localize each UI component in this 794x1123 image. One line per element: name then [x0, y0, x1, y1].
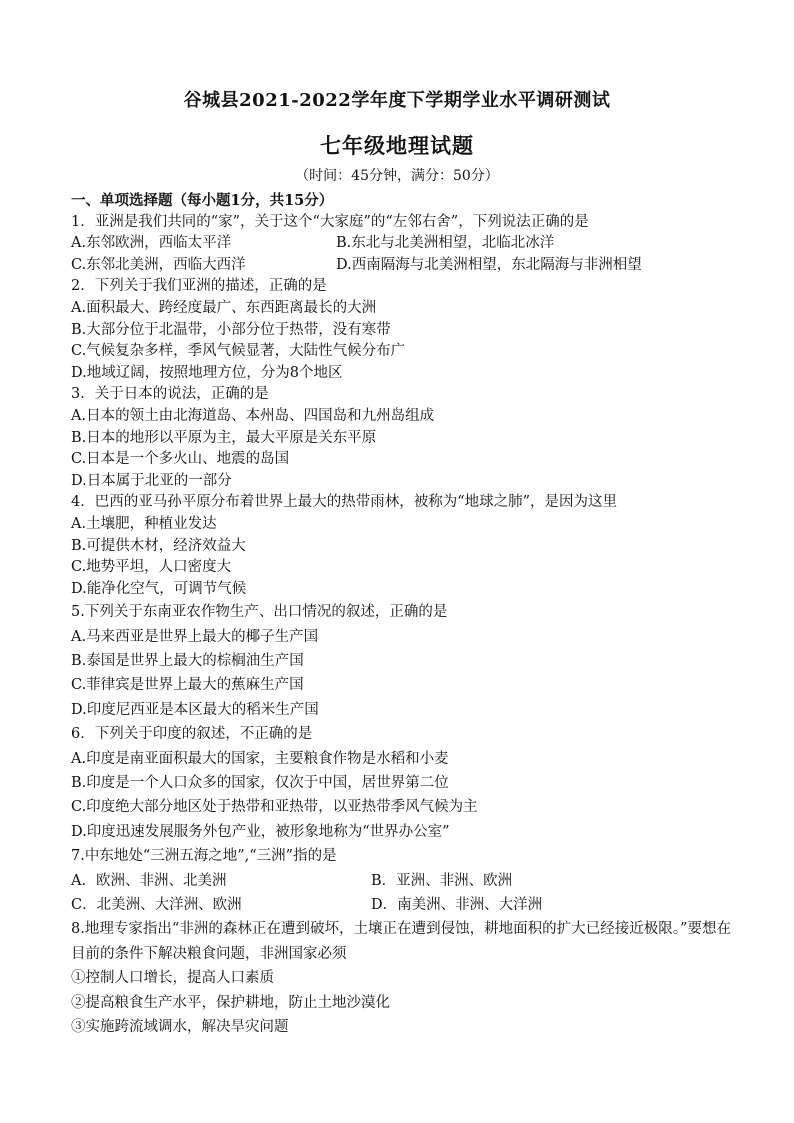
question-6-option-c: C.印度绝大部分地区处于热带和亚热带，以亚热带季风气候为主: [71, 799, 478, 816]
question-4-option-a: A.土壤肥，种植业发达: [71, 515, 217, 532]
question-3-option-b: B.日本的地形以平原为主，最大平原是关东平原: [71, 429, 377, 446]
question-7-options-row-1: [71, 869, 731, 893]
question-6-stem: 6．下列关于印度的叙述，不正确的是: [71, 726, 313, 743]
question-2-option-a: A.面积最大、跨经度最广、东西距离最长的大洲: [71, 299, 377, 316]
exam-subject-title: 七年级地理试题: [320, 133, 474, 158]
question-1-option-b: B.东北与北美洲相望，北临北冰洋: [336, 235, 555, 252]
question-4-option-c: C.地势平坦，人口密度大: [71, 559, 232, 576]
question-3-stem: 3．关于日本的说法，正确的是: [71, 386, 269, 403]
question-5-option-c: C.菲律宾是世界上最大的蕉麻生产国: [71, 677, 304, 694]
question-6-option-a: A.印度是南亚面积最大的国家，主要粮食作物是水稻和小麦: [71, 750, 449, 767]
question-6-option-d: D.印度迅速发展服务外包产业，被形象地称为“世界办公室”: [71, 823, 450, 840]
question-7-option-c: C．北美洲、大洋洲、欧洲: [71, 896, 242, 913]
question-1-options-row-1: [71, 233, 731, 255]
question-7-option-d: D．南美洲、非洲、大洋洲: [371, 896, 543, 913]
question-5-stem: 5.下列关于东南亚农作物生产、出口情况的叙述，正确的是: [71, 604, 448, 621]
exam-title: 谷城县2021-2022学年度下学期学业水平调研测试: [183, 90, 611, 111]
question-1-option-a: A.东邻欧洲，西临太平洋: [71, 235, 232, 252]
section-heading: 一、单项选择题（每小题1分，共15分）: [71, 192, 334, 209]
question-1-option-d: D.西南隔海与北美洲相望，东北隔海与非洲相望: [336, 256, 642, 273]
question-7-options-row-2: [71, 893, 731, 917]
question-1-stem: 1．亚洲是我们共同的“家”，关于这个“大家庭”的“左邻右舍”，下列说法正确的是: [71, 213, 589, 230]
question-3-option-a: A.日本的领土由北海道岛、本州岛、四国岛和九州岛组成: [71, 407, 435, 424]
question-8-stem: 8.地理专家指出“非洲的森林正在遭到破坏，土壤正在遭到侵蚀，耕地面积的扩大已经接近极限。”要想在目前的条件下解决粮食问题，非洲国家必须: [71, 921, 731, 962]
question-2-stem: 2．下列关于我们亚洲的描述，正确的是: [71, 278, 327, 295]
question-8-choice-2: ②提高粮食生产水平，保护耕地，防止土地沙漠化: [71, 994, 390, 1011]
question-8-choice-1: ①控制人口增长，提高人口素质: [71, 970, 274, 987]
question-5-option-a: A.马来西亚是世界上最大的椰子生产国: [71, 628, 319, 645]
question-2-option-d: D.地域辽阔，按照地理方位，分为8个地区: [71, 364, 343, 381]
question-7-option-a: A．欧洲、非洲、北美洲: [71, 872, 227, 889]
question-5-option-d: D.印度尼西亚是本区最大的稻米生产国: [71, 701, 319, 718]
question-5-option-b: B.泰国是世界上最大的棕榈油生产国: [71, 653, 304, 670]
question-1-option-c: C.东邻北美洲，西临大西洋: [71, 256, 246, 273]
exam-content: [71, 190, 731, 1040]
question-4-stem: 4．巴西的亚马孙平原分布着世界上最大的热带雨林，被称为“地球之肺”，是因为这里: [71, 494, 618, 511]
question-6-option-b: B.印度是一个人口众多的国家，仅次于中国，居世界第二位: [71, 775, 449, 792]
question-4-option-b: B.可提供木材，经济效益大: [71, 537, 246, 554]
question-4-option-d: D.能净化空气，可调节气候: [71, 580, 247, 597]
exam-time-score: （时间：45分钟，满分：50分）: [295, 168, 499, 184]
question-1-options-row-2: [71, 255, 731, 277]
question-3-option-d: D.日本属于北亚的一部分: [71, 472, 232, 489]
question-2-option-c: C.气候复杂多样，季风气候显著，大陆性气候分布广: [71, 343, 406, 360]
question-7-option-b: B．亚洲、非洲、欧洲: [371, 872, 513, 889]
question-8-choice-3: ③实施跨流域调水，解决旱灾问题: [71, 1019, 289, 1036]
question-7-stem: 7.中东地处“三洲五海之地”,“三洲”指的是: [71, 848, 337, 865]
question-2-option-b: B.大部分位于北温带，小部分位于热带，没有寒带: [71, 321, 391, 338]
question-3-option-c: C.日本是一个多火山、地震的岛国: [71, 451, 290, 468]
